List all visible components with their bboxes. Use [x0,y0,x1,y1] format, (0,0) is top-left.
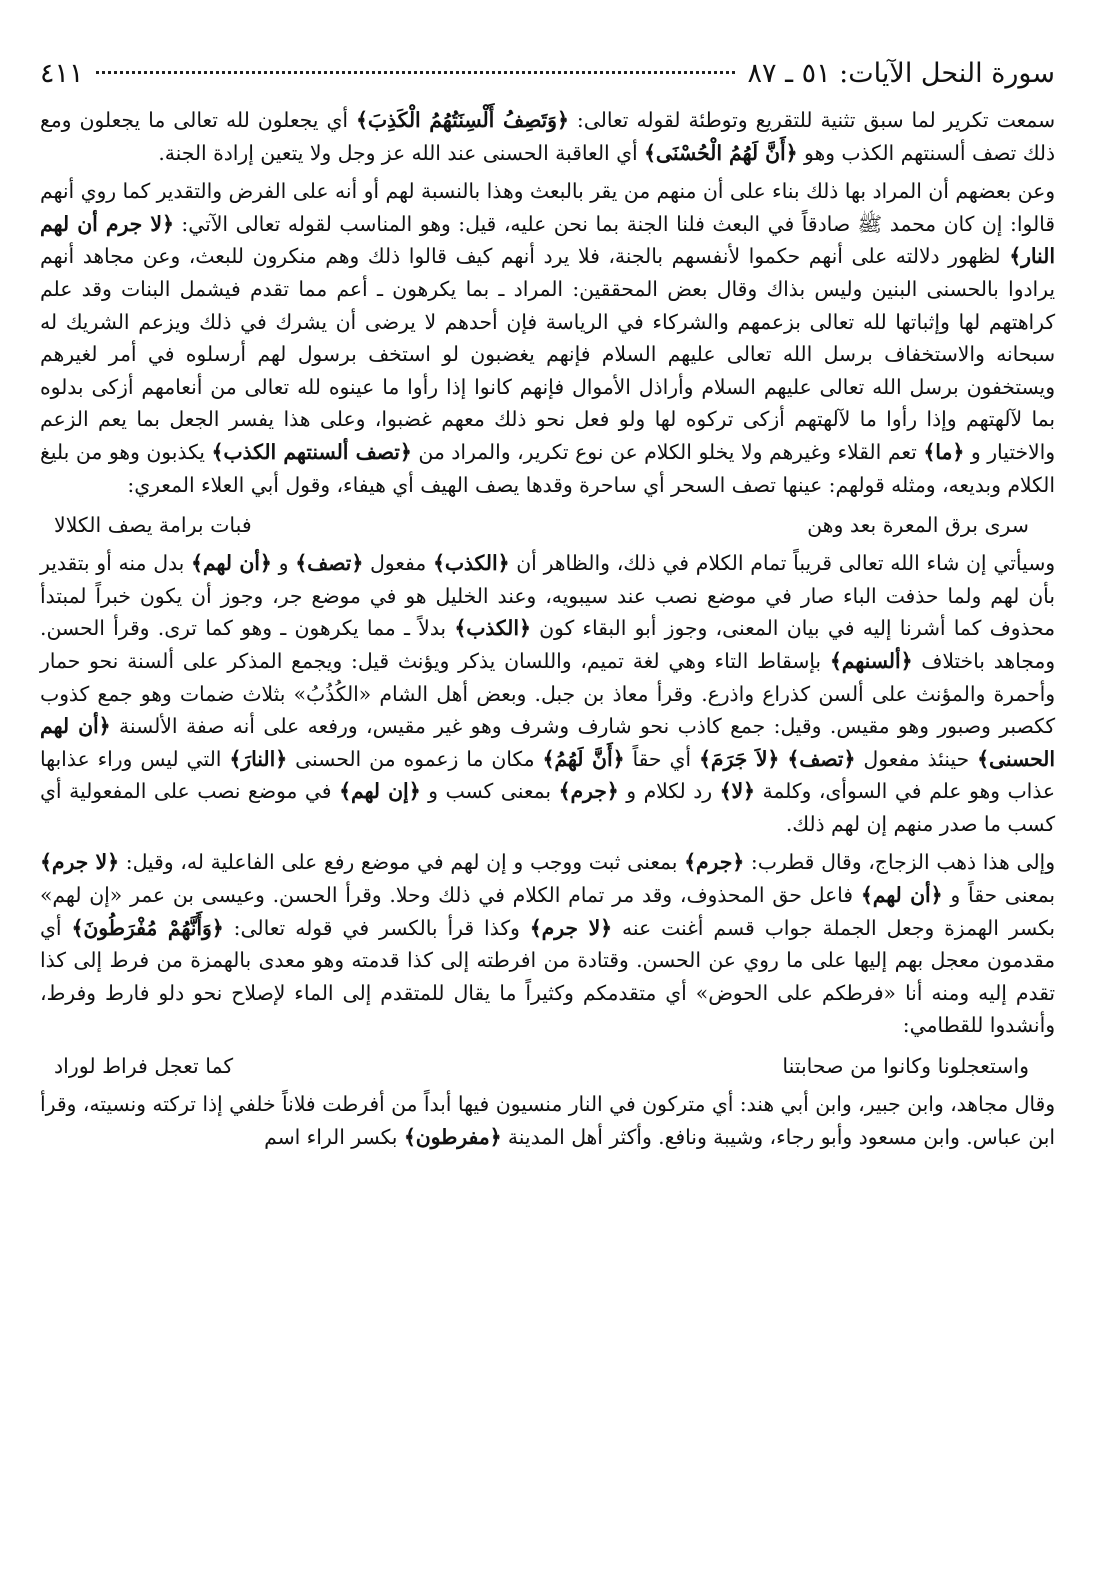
dot-leader [96,71,736,74]
quran-quote: ﴿الكذب﴾ [432,551,510,576]
verse-second-hemistich: كما تعجل فراط لوراد [54,1054,234,1079]
verse-second-hemistich: فبات برامة يصف الكلالا [54,513,252,538]
quran-quote: ﴿أن لهم﴾ [860,883,943,908]
text-run: وسيأتي إن شاء الله تعالى قريباً تمام الكلام في ذلك، والظاهر أن [509,551,1055,576]
quran-quote: ﴿ما﴾ [923,439,965,464]
quran-quote: ﴿جرم﴾ [558,779,619,804]
quran-quote: ﴿أن لهم الحسنى﴾ [40,714,1055,771]
text-run: يكذبون وهو من بليغ الكلام وبديعه، ومثله قولهم: عينها تصف السحر أي ساحرة وقدها يصف الهيف أي هيفاء، وقول أبي العلاء المعري: [40,439,1055,497]
paragraph-3 [40,547,1055,840]
text-run: و [271,551,296,576]
text-run: أي حقاً [624,746,700,771]
text-run: بمعنى ثبت ووجب و إن لهم في موضع رفع على الفاعلية له، وقيل: [118,850,685,875]
verse-first-hemistich: واستعجلونا وكانوا من صحابتنا [782,1054,1029,1079]
quran-quote: ﴿تصف ألسنتهم الكذب﴾ [211,439,412,464]
text-run: أي يجعلون لله تعالى ما يجعلون ومع ذلك تصف ألسنتهم الكذب وهو [40,108,1055,165]
paragraph-1 [40,104,1055,169]
text-run: وعن بعضهم أن المراد بها ذلك بناء على أن منهم من يقر بالبعث وهذا بالنسبة لهم أو أنه على الفرض والتقدير كما روي أنهم قالوا: إن كان محمد ﷺ صادقاً في البعث فلنا الجنة بما نحن عليه، قيل: وهو المناسب لقوله تعالى الآتي: [40,179,1055,236]
text-run: وقال مجاهد، وابن جبير، وابن أبي هند: أي متركون في النار منسيون فيها أبداً من أفرطت فلاناً خلفي إذا تركته ونسيته، وقرأ ابن عباس. وابن مسعود وأبو رجاء، وشيبة ونافع. وأكثر أهل المدينة [40,1092,1055,1149]
verse-first-hemistich: سرى برق المعرة بعد وهن [807,513,1029,538]
quran-quote: ﴿النارَ﴾ [229,746,288,771]
text-run: وكذا قرأ بالكسر في قوله تعالى: [223,915,530,940]
poetry-verse-1 [40,503,1055,547]
text-run: بمعنى حقاً و [942,883,1055,908]
paragraph-2 [40,175,1055,501]
commentary-body [40,104,1055,1153]
poetry-verse-2 [40,1044,1055,1088]
text-run: التي ليس وراء عذابها عذاب وهو علم في السوأى، وكلمة [40,746,1055,804]
text-run: أي مقدمون معجل بهم إليها على ما روي عن الحسن. وقتادة من افرطته إلى كذا قدمته وهو معدى بالهمزة من فرط إلى كذا تقدم إليه ومنه أنا «فرطكم على الحوض» أي متقدمكم وكثيراً ما يقال للمتقدم إلى الماء لإصلاح نحو دلو فارط وفرط، وأنشدوا للقطامي: [40,915,1055,1038]
text-run: وإلى هذا ذهب الزجاج، وقال قطرب: [744,850,1055,875]
text-run: مفعول [363,551,433,576]
text-run: حينئذ مفعول [855,746,978,771]
running-header [40,58,1055,104]
quran-quote: ﴿جرم﴾ [684,850,745,875]
text-run: فاعل حق المحذوف، وقد مر تمام الكلام في ذلك وحلا. وقرأ الحسن. وعيسى بن عمر «إن لهم» بكسر الهمزة وجعل الجملة جواب قسم أغنت عنه [40,883,1055,940]
text-run: رد لكلام و [618,779,720,804]
quran-quote: ﴿لا جرم﴾ [40,850,119,875]
text-run: مكان ما زعموه من الحسنى [287,746,543,771]
text-run: بدلاً ـ مما يكرهون ـ وهو كما ترى. وقرأ الحسن. ومجاهد باختلاف [40,616,1055,673]
page-number: ٤١١ [40,58,84,89]
quran-quote: ﴿ألسنهم﴾ [829,648,913,673]
text-run: بمعنى كسب و [420,779,559,804]
paragraph-5 [40,1088,1055,1153]
quran-quote: ﴿وَأَنَّهُمْ مُفْرَطُونَ﴾ [71,915,224,940]
quran-quote: ﴿أن لهم﴾ [191,551,272,576]
quran-quote: ﴿أَنَّ لَهُمُ﴾ [542,746,625,771]
quran-quote: ﴿مفرطون﴾ [403,1124,502,1149]
text-run: في موضع نصب على المفعولية أي كسب ما صدر منهم إن لهم ذلك. [40,779,1055,836]
quran-quote: ﴿وَتَصِفُ أَلْسِنَتُهُمُ الْكَذِبَ﴾ [356,108,569,132]
text-run: أي العاقبة الحسنى عند الله عز وجل ولا يتعين إرادة الجنة. [158,140,645,165]
paragraph-4 [40,846,1055,1042]
quran-quote: ﴿لاَ جَرَمَ﴾ [699,746,780,771]
quran-quote: ﴿لا جرم أن لهم النار﴾ [40,211,1055,269]
text-run: بدل منه أو بتقدير بأن لهم ولما حذفت الباء صار في موضع نصب عند سيبويه، وعند الخليل هو في موضع جر، وجوز أن يكون خبراً لمبتدأ محذوف كما أشرنا إليه في بيان المعنى، وجوز أبو البقاء كون [40,551,1055,641]
quran-quote: ﴿الكذب﴾ [454,616,531,641]
text-run: بكسر الراء اسم [264,1124,404,1149]
quran-quote: ﴿لا﴾ [719,779,755,804]
text-run: سمعت تكرير لما سبق تثنية للتقريع وتوطئة لقوله تعالى: [568,108,1055,132]
quran-quote: ﴿تصف﴾ [787,746,856,771]
text-run: تعم القلاء وغيرهم ولا يخلو الكلام عن نوع تكرير، والمراد من [411,439,924,464]
quran-quote: ﴿تصف﴾ [295,551,364,576]
quran-quote: ﴿إن لهم﴾ [339,779,421,804]
surah-title: سورة النحل الآيات: ٥١ ـ ٨٧ [747,58,1055,89]
quran-quote: ﴿أَنَّ لَهُمُ الْحُسْنَى﴾ [644,140,798,165]
quran-quote: ﴿لا جرم﴾ [529,915,613,940]
text-run: لظهور دلالته على أنهم حكموا لأنفسهم بالجنة، فلا يرد أنهم كيف قالوا ذلك وهم منكرون للبعث، وعن مجاهد أنهم يرادوا بالحسنى البنين وليس بذاك وقال بعض المحققين: المراد ـ بما يكرهون ـ أعم مما تقدم فيشمل البنات وقد علم كراهتهم لها وإثباتها لله تعالى بزعمهم والشركاء في الرياسة فإن أحدهم لا يرضى أن يشرك في ذلك ويزعم الشريك له سبحانه والاستخفاف برسل الله تعالى عليهم السلام فإنهم يغضبون لو استخف برسول لهم أرسلوه في أمر لغيرهم ويستخفون برسل الله تعالى عليهم السلام وأراذل الأموال فإنهم كانوا إذا رأوا ما عينوه لله تعالى من أنعامهم أزكى بدلوه بما لآلهتهم وإذا رأوا ما لآلهتهم أزكى تركوه لها ولو فعل نحو ذلك معهم غضبوا، وعلى هذا يفسر الجعل بما يعم الزعم والاختيار و [40,244,1056,464]
text-run: بإسقاط التاء وهي لغة تميم، واللسان يذكر ويؤنث قيل: ويجمع المذكر على ألسنة نحو حمار وأحمرة والمؤنث على ألسن كذراع واذرع. وقرأ معاذ بن جبل. وبعض أهل الشام «الكُذُبُ» بثلاث ضمات وهو جمع كذوب ككصبر وصبور وهو مقيس. وقيل: جمع كاذب نحو شارف وشرف وهو غير مقيس، ورفعه على أنه صفة الألسنة [40,648,1055,739]
